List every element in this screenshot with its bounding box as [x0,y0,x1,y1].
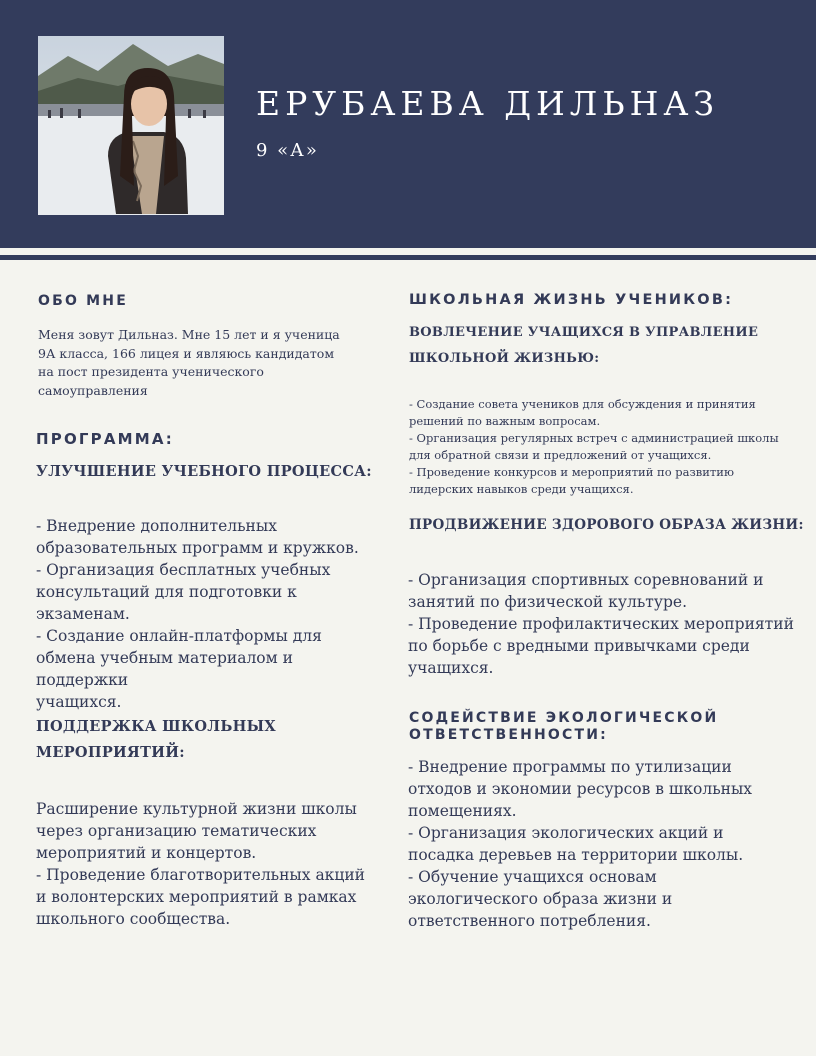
candidate-name: ЕРУБАЕВА ДИЛЬНАЗ [256,84,719,123]
program-section2-heading: ПОДДЕРЖКА ШКОЛЬНЫХ МЕРОПРИЯТИЙ: [36,718,276,761]
school-life-section2-heading: ПРОДВИЖЕНИЕ ЗДОРОВОГО ОБРАЗА ЖИЗНИ: [409,517,804,533]
program-section1-heading: УЛУЧШЕНИЕ УЧЕБНОГО ПРОЦЕССА: [36,463,372,480]
candidate-class: 9 «А» [256,140,319,161]
school-life-section2-text: - Организация спортивных соревнований и занятий по физической культуре. - Проведение профилактических мероприятий по борьбе с вредными привычками среди учащихся. [408,571,794,677]
about-text: Меня зовут Дильназ. Мне 15 лет и я ученица 9А класса, 166 лицея и являюсь кандидатом на пост президента ученического самоуправления [38,327,340,398]
school-life-heading: ШКОЛЬНАЯ ЖИЗНЬ УЧЕНИКОВ: [409,292,734,308]
school-life-section1-text: - Создание совета учеников для обсуждения и принятия решений по важным вопросам. - Организация регулярных встреч с администрацией школы для обратной связи и предложений от учащихся. - Проведение конкурсов и мероприятий по развитию лидерских навыков среди учащихся. [409,397,779,496]
school-life-section3-text: - Внедрение программы по утилизации отходов и экономии ресурсов в школьных помещениях. - Организация экологических акций и посадка деревьев на территории школы. - Обучение учащихся основам экологического образа жизни и ответственного потребления. [408,758,753,930]
program-heading: ПРОГРАММА: [36,430,174,448]
school-life-section3-heading: СОДЕЙСТВИЕ ЭКОЛОГИЧЕСКОЙ ОТВЕТСТВЕННОСТИ: [409,710,719,743]
header-divider [0,255,816,260]
about-heading: ОБО МНЕ [38,293,128,309]
school-life-section1-heading: ВОВЛЕЧЕНИЕ УЧАЩИХСЯ В УПРАВЛЕНИЕ ШКОЛЬНОЙ ЖИЗНЬЮ: [409,325,759,366]
profile-photo [38,36,224,215]
program-section1-text: - Внедрение дополнительных образовательных программ и кружков. - Организация бесплатных учебных консультаций для подготовки к экзаменам. - Создание онлайн-платформы для обмена учебным материалом и поддержки учащихся. [36,517,359,711]
program-section2-text: Расширение культурной жизни школы через организацию тематических мероприятий и концертов. - Проведение благотворительных акций и волонтерских мероприятий в рамках школьного сообщества. [36,800,365,928]
